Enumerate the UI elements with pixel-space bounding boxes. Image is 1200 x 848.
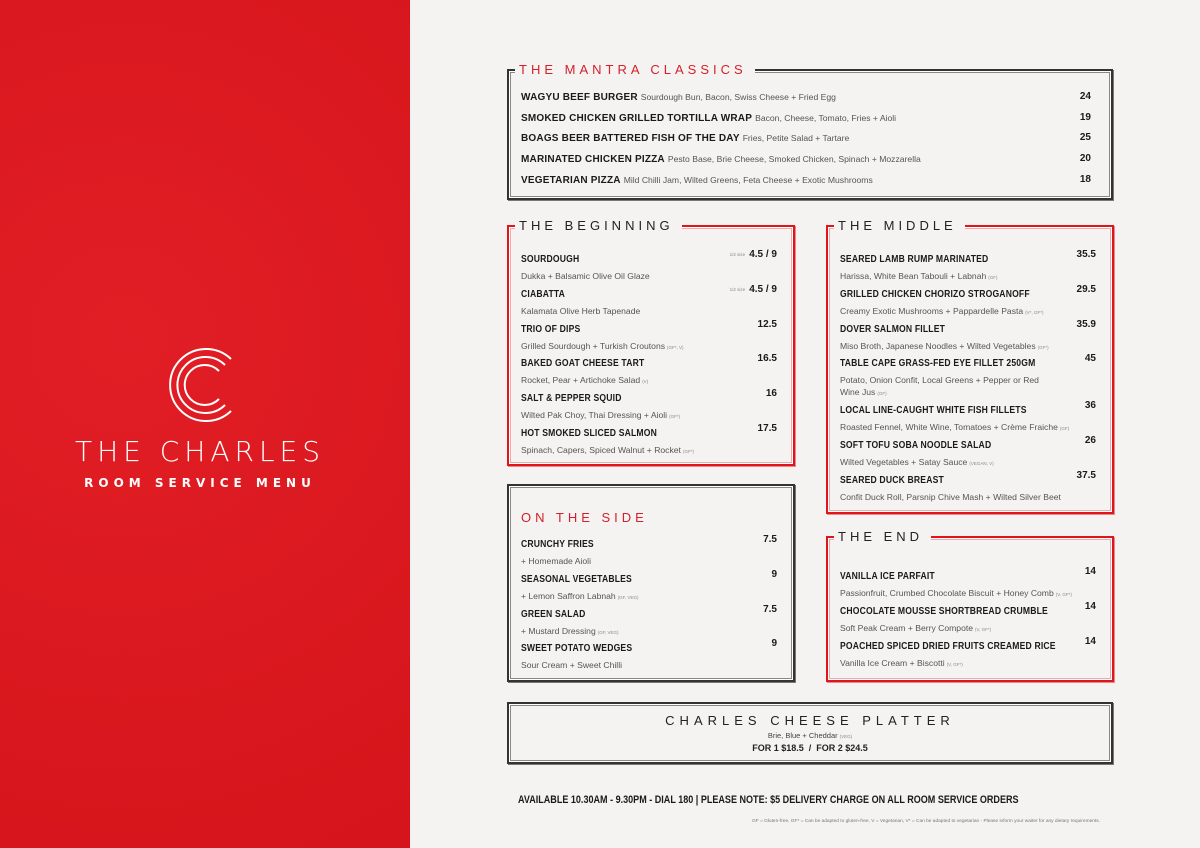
item-desc: Bacon, Cheese, Tomato, Fries + Aioli (755, 112, 897, 123)
item-name: SEARED DUCK BREAST (840, 474, 944, 486)
item-desc-text: Soft Peak Cream + Berry Compote (840, 622, 974, 633)
menu-item (840, 435, 1096, 470)
section-title: THE MANTRA CLASSICS (515, 62, 755, 78)
half-size-note: 1/2 size (729, 251, 746, 257)
dietary-tag: (GF*) (682, 449, 694, 454)
item-price: 18 (1079, 173, 1091, 185)
item-price-value: 35.5 (1076, 249, 1096, 260)
section-the-beginning (507, 218, 795, 466)
item-name: BAKED GOAT CHEESE TART (521, 358, 645, 370)
item-price (1077, 284, 1096, 295)
dietary-tag: (V, GF*) (1055, 592, 1072, 597)
dietary-tag: (GF) (1059, 426, 1070, 432)
charles-c-logo-icon (165, 345, 245, 425)
item-price-value: 14 (1084, 635, 1096, 647)
item-name: POACHED SPICED DRIED FRUITS CREAMED RICE (840, 640, 1056, 652)
item-price (763, 604, 777, 615)
item-price-value: 36 (1084, 400, 1096, 412)
item-desc (840, 456, 1096, 470)
item-price: 25 (1079, 132, 1091, 144)
item-price-value: 12.5 (757, 318, 777, 330)
item-desc-text: Wilted Pak Choy, Thai Dressing + Aioli (521, 410, 668, 421)
item-desc: Mild Chilli Jam, Wilted Greens, Feta Cheese + Exotic Mushrooms (623, 174, 873, 185)
menu-item (521, 353, 777, 388)
item-desc: Sourdough Bun, Bacon, Swiss Cheese + Fried Egg (640, 92, 836, 102)
item-name: SWEET POTATO WEDGES (521, 643, 633, 655)
dietary-tag: (GF, VEG) (597, 629, 619, 635)
item-price-value: 9 (771, 568, 777, 580)
item-price-value: 14 (1084, 566, 1096, 577)
dietary-tag: (GF*, V) (667, 344, 684, 350)
item-desc-text: Miso Broth, Japanese Noodles + Wilted Vegetables (840, 340, 1036, 351)
menu-item (521, 604, 777, 639)
menu-item (840, 319, 1096, 354)
item-name: VEGETARIAN PIZZA (521, 174, 621, 186)
item-price-value: 35.9 (1076, 318, 1096, 330)
menu-item (521, 388, 777, 423)
item-desc-text: Vanilla Ice Cream + Biscotti (840, 657, 945, 668)
item-price (1077, 249, 1096, 260)
item-price-value: 16 (765, 388, 777, 400)
section-cheese-platter (507, 702, 1113, 764)
item-desc: Pesto Base, Brie Cheese, Smoked Chicken, Spinach + Mozzarella (667, 154, 921, 165)
item-name: GRILLED CHICKEN CHORIZO STROGANOFF (840, 288, 1030, 300)
brand-logo (0, 345, 410, 490)
section-on-the-side (507, 484, 795, 682)
menu-item (840, 284, 1096, 319)
item-desc-text: Roasted Fennel, White Wine, Tomatoes + Crème Fraiche (840, 422, 1058, 433)
section-title: THE MIDDLE (834, 218, 965, 234)
menu-item (521, 284, 777, 317)
item-price-value: 4.5 / 9 (749, 283, 777, 295)
menu-item (521, 569, 777, 604)
item-desc (521, 444, 777, 458)
menu-item (521, 132, 1091, 144)
item-desc-text: Passionfruit, Crumbed Chocolate Biscuit + Honey Comb (840, 588, 1054, 598)
item-desc (521, 305, 777, 317)
item-desc (840, 491, 1096, 503)
item-desc (521, 270, 777, 282)
menu-item (521, 174, 1091, 186)
dietary-tag: (GF*) (669, 414, 681, 420)
item-price-value: 37.5 (1076, 469, 1096, 481)
item-desc-text: Sour Cream + Sweet Chilli (521, 660, 623, 671)
item-name: SMOKED CHICKEN GRILLED TORTILLA WRAP (521, 112, 753, 124)
item-name: GREEN SALAD (521, 608, 586, 620)
item-price-value: 29.5 (1076, 283, 1096, 295)
item-desc: Fries, Petite Salad + Tartare (742, 133, 850, 144)
dietary-tag: (VEG) (839, 734, 853, 739)
item-price-value: 17.5 (757, 423, 777, 434)
menu-item (521, 91, 1091, 103)
item-price-value: 7.5 (763, 603, 777, 615)
item-desc-text: Wilted Vegetables + Satay Sauce (840, 457, 968, 467)
section-mantra-classics (507, 62, 1113, 200)
menu-item (840, 400, 1096, 435)
item-name: CHOCOLATE MOUSSE SHORTBREAD CRUMBLE (840, 605, 1048, 617)
item-name: WAGYU BEEF BURGER (521, 92, 638, 103)
item-price (1085, 435, 1096, 446)
item-name: SOURDOUGH (521, 254, 580, 265)
section-title: ON THE SIDE (521, 510, 648, 525)
item-name: CRUNCHY FRIES (521, 539, 594, 550)
item-price-value: 26 (1084, 435, 1096, 446)
item-price (758, 319, 777, 330)
item-desc (840, 374, 1045, 400)
menu-item (840, 470, 1096, 503)
item-desc-text: Creamy Exotic Mushrooms + Pappardelle Pasta (840, 305, 1024, 316)
item-desc-text: Potato, Onion Confit, Local Greens + Pepper or Red Wine Jus (840, 375, 1039, 398)
cheese-price: FOR 1 $18.5 / FOR 2 $24.5 (752, 743, 868, 753)
item-name: SOFT TOFU SOBA NOODLE SALAD (840, 440, 992, 451)
brand-subtitle: ROOM SERVICE MENU (84, 476, 316, 490)
section-title: THE BEGINNING (515, 218, 682, 234)
section-the-middle (826, 218, 1114, 514)
item-desc (840, 587, 1096, 601)
item-name: SEASONAL VEGETABLES (521, 573, 632, 585)
item-desc (840, 657, 1096, 671)
item-price (1085, 636, 1096, 647)
item-price (758, 423, 777, 434)
dietary-tag: (V, GF*) (946, 661, 963, 667)
item-desc-text: Grilled Sourdough + Turkish Croutons (521, 340, 666, 351)
item-price (1077, 470, 1096, 481)
half-size-note: 1/2 size (729, 286, 746, 292)
item-price-value: 7.5 (763, 534, 777, 545)
item-price (1077, 319, 1096, 330)
item-name: SALT & PEPPER SQUID (521, 393, 622, 405)
item-name: SEARED LAMB RUMP MARINATED (840, 254, 989, 265)
menu-item (840, 353, 1096, 400)
item-price (1085, 400, 1096, 411)
item-desc-text: Rocket, Pear + Artichoke Salad (521, 375, 641, 386)
dietary-tag: (GF) (877, 391, 887, 397)
item-desc (521, 590, 777, 604)
item-price-value: 9 (771, 638, 777, 650)
item-price: 19 (1079, 111, 1091, 123)
cheese-desc (509, 731, 1111, 740)
item-price (771, 638, 777, 649)
item-desc-text: + Lemon Saffron Labnah (521, 590, 616, 601)
item-price (730, 284, 777, 295)
dietary-tag: (VEGAN, V) (969, 461, 994, 466)
item-desc-text: Harissa, White Bean Tabouli + Labnah (840, 271, 987, 281)
item-price (1085, 353, 1096, 364)
item-price (758, 353, 777, 364)
item-price (763, 534, 777, 545)
item-price (1085, 601, 1096, 612)
item-name: LOCAL LINE-CAUGHT WHITE FISH FILLETS (840, 405, 1027, 417)
item-desc (840, 622, 1096, 636)
dietary-tag: (V*, GF*) (1025, 309, 1044, 315)
item-price: 24 (1079, 91, 1091, 102)
menu-item (840, 566, 1096, 601)
item-price (771, 569, 777, 580)
item-desc-text: + Mustard Dressing (521, 625, 596, 636)
item-name: CIABATTA (521, 288, 566, 300)
dietary-footnote: GF = Gluten-free, GF* = Can be adapted to gluten-free, V = Vegetarian, V* = Can be adapted to vegetarian - Please inform your waiter for any dietary requirements. (752, 819, 1100, 824)
cheese-desc-text: Brie, Blue + Cheddar (767, 731, 838, 740)
item-price (766, 388, 777, 399)
dietary-tag: (V) (642, 379, 649, 385)
item-price-value: 16.5 (757, 353, 777, 365)
menu-item (521, 534, 777, 567)
item-desc (521, 374, 777, 388)
item-desc (840, 340, 1096, 354)
menu-item (521, 249, 777, 282)
item-price-value: 4.5 / 9 (749, 249, 777, 260)
item-price-value: 45 (1084, 353, 1096, 365)
item-desc-text: Kalamata Olive Herb Tapenade (521, 305, 641, 316)
item-desc (521, 409, 777, 423)
menu-item (521, 319, 777, 354)
brand-panel (0, 0, 410, 848)
item-desc (521, 555, 777, 567)
dietary-tag: (GF) (988, 275, 998, 280)
item-name: VANILLA ICE PARFAIT (840, 571, 935, 582)
item-name: TABLE CAPE GRASS-FED EYE FILLET 250GM (840, 358, 1036, 370)
item-desc-text: Confit Duck Roll, Parsnip Chive Mash + Wilted Silver Beet (840, 491, 1061, 502)
brand-name: THE CHARLES (74, 435, 326, 468)
item-name: HOT SMOKED SLICED SALMON (521, 428, 658, 439)
item-name: BOAGS BEER BATTERED FISH OF THE DAY (521, 133, 740, 145)
menu-item (840, 249, 1096, 284)
item-price (730, 249, 777, 260)
dietary-tag: (GF*) (1037, 344, 1049, 350)
menu-item (521, 153, 1091, 165)
cheese-title: CHARLES CHEESE PLATTER (665, 713, 955, 728)
item-price (1085, 566, 1096, 577)
dietary-tag: (GF, VEG) (617, 594, 639, 600)
item-price-value: 14 (1084, 600, 1096, 612)
item-desc (521, 340, 777, 354)
dietary-tag: (V, GF*) (975, 626, 992, 632)
item-desc (840, 421, 1096, 435)
item-desc (521, 659, 777, 671)
menu-item (840, 601, 1096, 636)
item-desc (521, 625, 777, 639)
item-desc-text: Dukka + Balsamic Olive Oil Glaze (521, 271, 650, 281)
section-the-end (826, 529, 1114, 682)
menu-item (521, 423, 777, 458)
item-name: MARINATED CHICKEN PIZZA (521, 154, 665, 166)
section-title: THE END (834, 529, 931, 545)
menu-item (840, 636, 1096, 671)
item-desc (840, 305, 1096, 319)
item-name: TRIO OF DIPS (521, 323, 581, 335)
menu-item (521, 112, 1091, 124)
item-price: 20 (1079, 153, 1091, 165)
menu-item (521, 638, 777, 671)
item-desc (840, 270, 1096, 284)
availability-notice: AVAILABLE 10.30AM - 9.30PM - DIAL 180 | PLEASE NOTE: $5 DELIVERY CHARGE ON ALL ROOM SERVICE ORDERS (518, 794, 1019, 806)
item-desc-text: + Homemade Aioli (521, 556, 591, 566)
item-desc-text: Spinach, Capers, Spiced Walnut + Rocket (521, 445, 681, 455)
item-name: DOVER SALMON FILLET (840, 323, 946, 335)
